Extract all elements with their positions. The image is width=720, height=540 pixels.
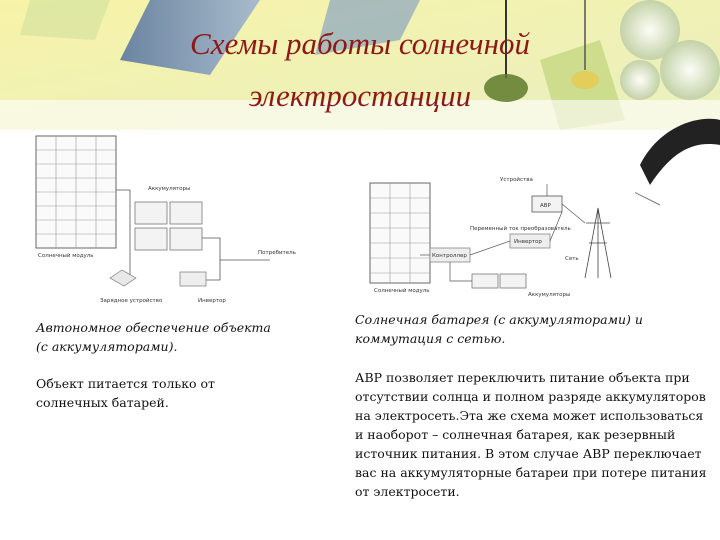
batteries-label: Аккумуляторы: [148, 186, 191, 192]
right-description: АВР позволяет переключить питание объекта при отсутствии солнца и полном разряде аккумуляторов на электросеть.Эта же схема может использоваться и наоборот – солнечная батарея, как резервный источник питания. В этом случае АВР переключает вас на аккумуляторные батареи при потере питания от электросети.: [355, 370, 707, 499]
controller-label: Контроллер: [432, 253, 467, 259]
inverter-label: Инвертор: [514, 239, 542, 245]
charger-label: Зарядное устройство: [100, 298, 163, 304]
consumer-label: Потребитель: [258, 250, 296, 256]
battery-bank-icon: [135, 202, 202, 250]
converter-label: Переменный ток преобразователь: [470, 226, 571, 232]
charger-icon: [110, 270, 136, 286]
left-description: Объект питается только от солнечных батарей.: [36, 376, 215, 410]
module-label: Солнечный модуль: [374, 288, 430, 294]
inverter-icon: [180, 272, 206, 286]
grid-switch-diagram: [360, 168, 635, 308]
module-label: Солнечный модуль: [38, 253, 94, 259]
inverter-label: Инвертор: [198, 298, 226, 304]
right-caption: Солнечная батарея (с аккумуляторами) и коммутация с сетью.: [355, 312, 643, 346]
solar-panel-icon: [36, 136, 116, 248]
avr-label: АВР: [540, 203, 551, 209]
solar-panel-icon: [370, 183, 430, 283]
autonomous-diagram: [30, 130, 315, 310]
batteries-label: Аккумуляторы: [528, 292, 571, 298]
left-caption: Автономное обеспечение объекта (с аккумуляторами).: [36, 320, 271, 354]
network-label: Сеть: [565, 256, 579, 262]
devices-label: Устройства: [500, 177, 533, 183]
slide-title: Схемы работы солнечной электростанции: [190, 26, 530, 113]
power-tower-icon: [585, 208, 611, 278]
battery-bank-icon: [472, 274, 526, 288]
